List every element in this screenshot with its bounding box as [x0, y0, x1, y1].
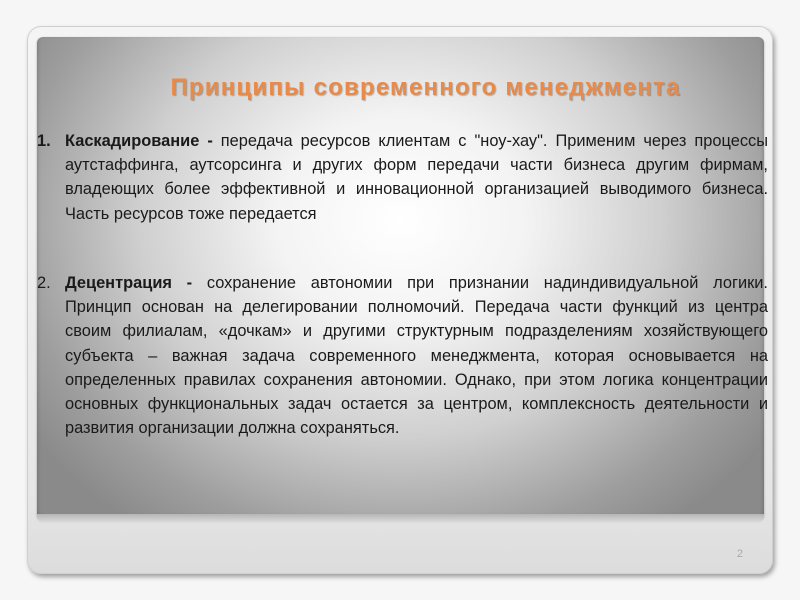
principle-number: 2. [37, 274, 51, 292]
principle-body [65, 271, 768, 440]
principle-description: сохранение автономии при признании надиндивидуальной логики. Принцип основан на делегировании полномочий. Передача части функций из центра своим филиалам, «дочкам» и другими структурным подразделениям хозяйствующего субъекта – важная задача современного менеджмента, которая основывается на определенных правилах сохранения автономии. Однако, при этом логика концентрации основных функциональных задач остается за центром, комплексность деятельности и развития организации должна сохраняться. [65, 274, 768, 438]
slide-title: Принципы современного менеджмента [170, 74, 681, 101]
principle-dash: - [171, 274, 207, 292]
principle-number: 1. [37, 132, 51, 150]
principle-term: Децентрация [65, 274, 172, 292]
principle-description: передача ресурсов клиентам с "ноу-хау". Применим через процессы аутстаффинга, аутсорсинга и других форм передачи части бизнеса другим фирмам, владеющих более эффективной и инновационной организацией выводимого бизнеса. Часть ресурсов тоже передается [65, 132, 768, 223]
principle-item-decentration [37, 271, 768, 440]
slide-panel-bottom-edge [37, 514, 764, 522]
principle-item-cascading [37, 129, 768, 226]
principle-term: Каскадирование [65, 132, 200, 150]
slide-page-number: 2 [736, 548, 743, 560]
principle-dash: - [199, 132, 221, 150]
principle-body [65, 129, 768, 226]
